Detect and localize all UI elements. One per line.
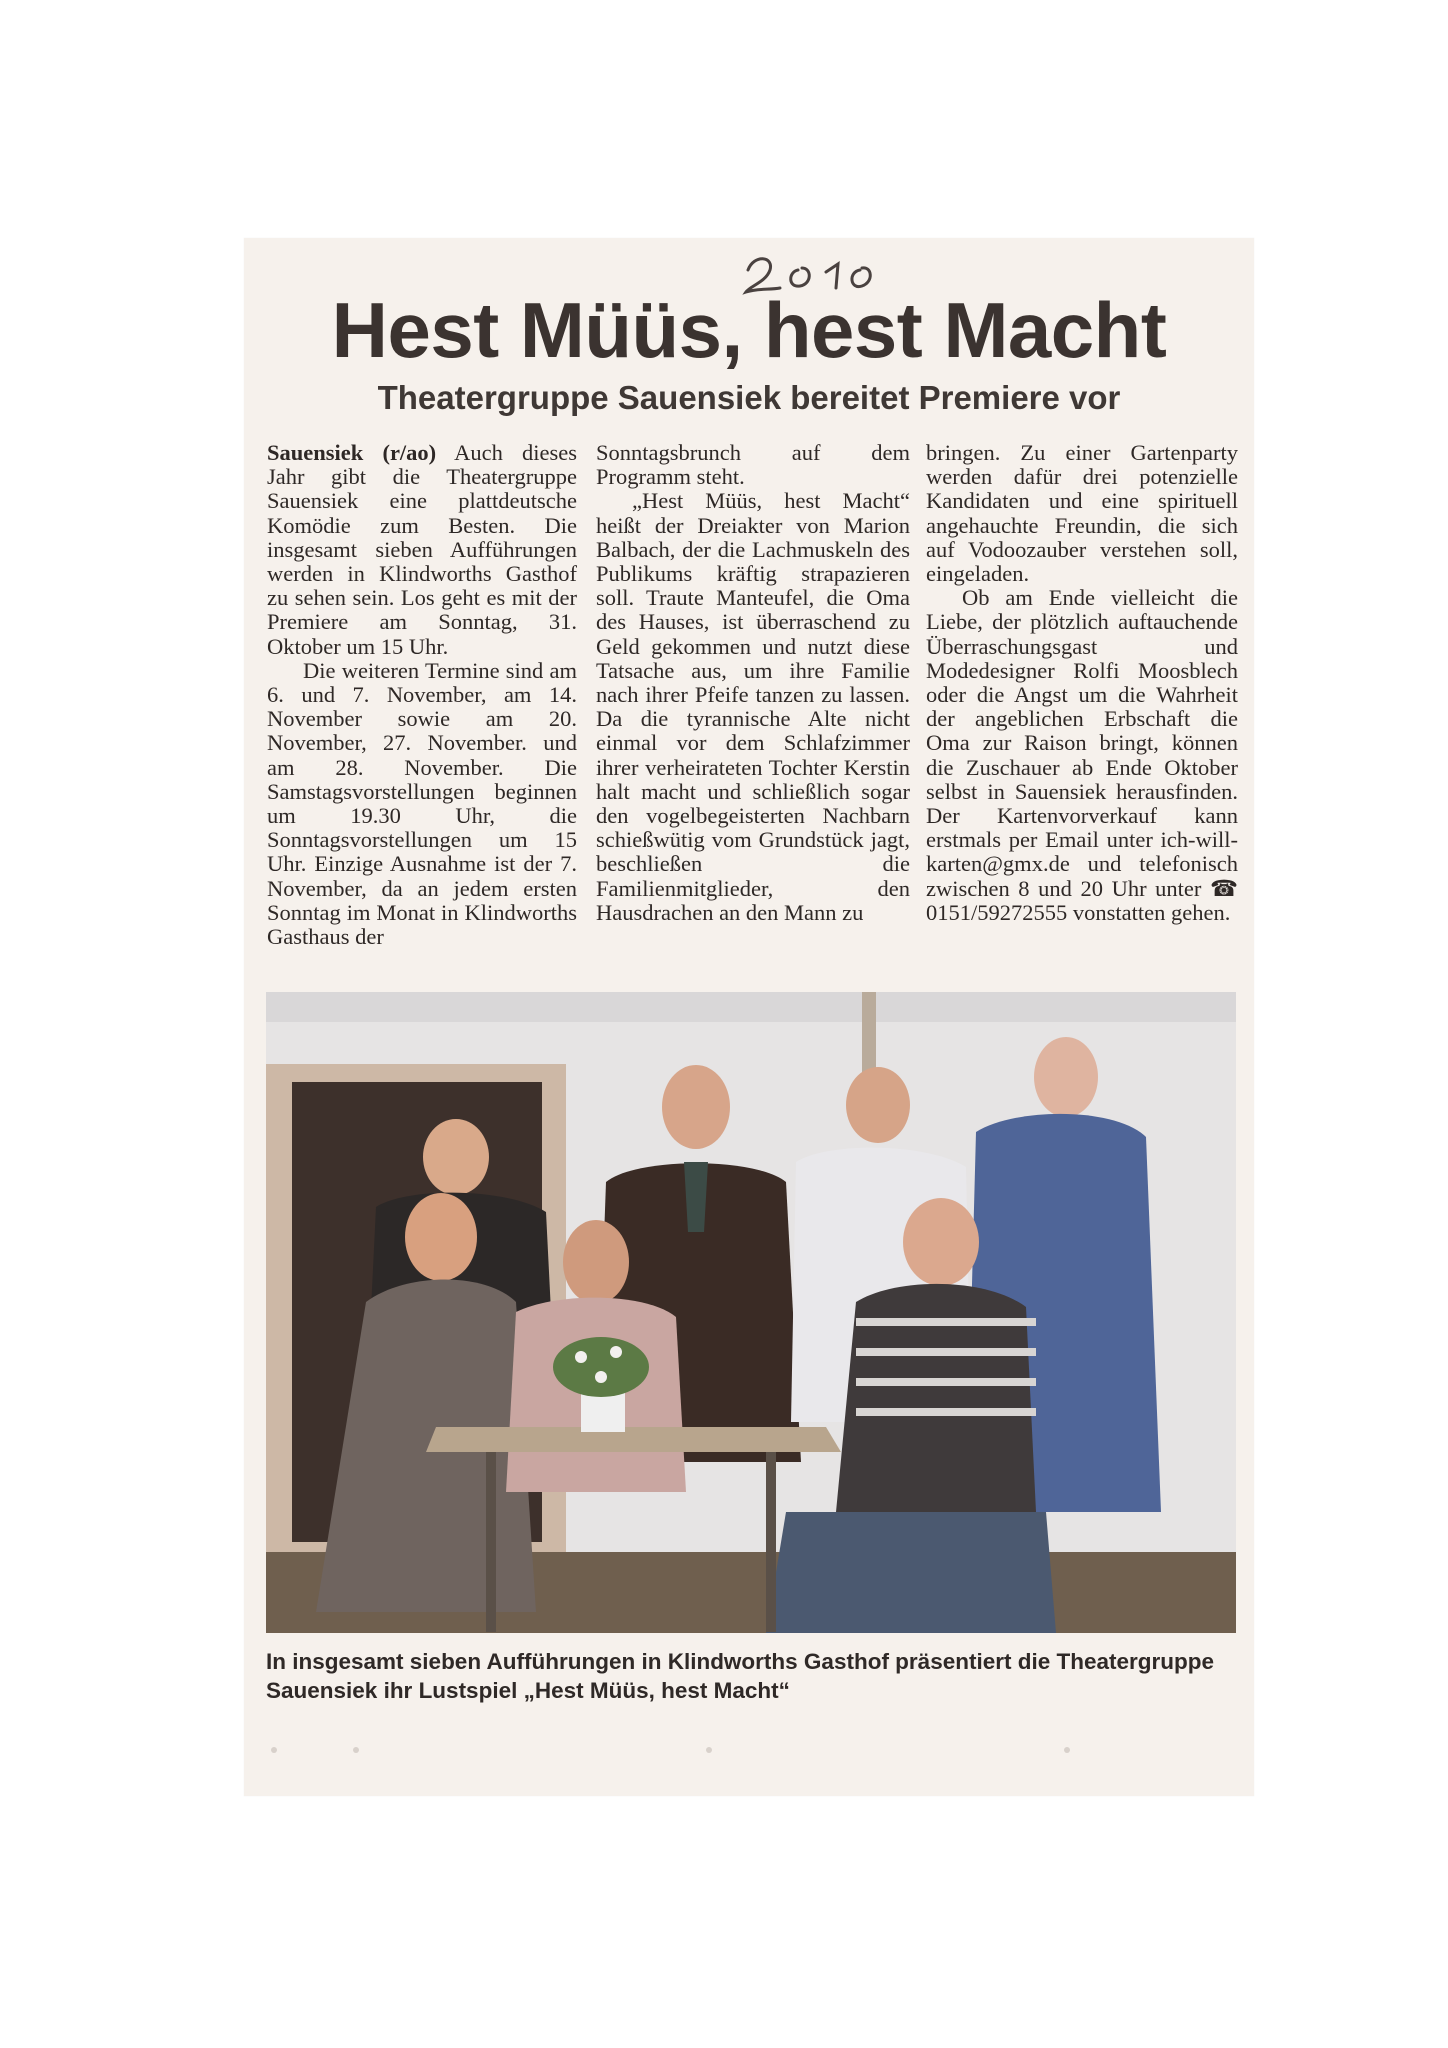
paragraph-text: Auch dieses Jahr gibt die Theatergruppe Sauensiek eine plattdeutsche Komödie zum Besten. Die insgesamt sieben Aufführungen werden in Klindworths Gasthof zu sehen sein. Los geht es mit der Premiere am Sonntag, 31. Oktober um 15 Uhr.: [267, 441, 577, 659]
article-column-2: [596, 441, 910, 981]
article-paragraph: bringen. Zu einer Gartenparty werden dafür drei potenzielle Kandidaten und eine spirituell angehauchte Freundin, die sich auf Vodoozauber verstehen soll, eingeladen.: [926, 441, 1238, 587]
article-paragraph: Sonntagsbrunch auf dem Programm steht.: [596, 441, 910, 490]
article-paragraph: Die weiteren Termine sind am 6. und 7. November, am 14. November sowie am 20. November, 27. November. und am 28. November. Die Samstagsvorstellungen beginnen um 19.30 Uhr, die Sonntagsvorstellungen um 15 Uhr. Einzige Ausnahme ist der 7. November, da an jedem ersten Sonntag im Monat in Klindworths Gasthaus der: [267, 657, 577, 950]
headline: Hest Müüs, hest Macht: [331, 286, 1167, 374]
article-paragraph: [267, 441, 577, 659]
article-column-3: [926, 441, 1238, 981]
dateline: Sauensiek (r/ao): [267, 441, 437, 465]
article-column-1: [267, 441, 577, 981]
subheadline: Theatergruppe Sauensiek bereitet Premiere vor: [377, 379, 1121, 416]
paper-punch-marks: [244, 1735, 1254, 1765]
photo-caption: In insgesamt sieben Aufführungen in Klindworths Gasthof präsentiert die Theatergruppe Sauensiek ihr Lustspiel „Hest Müüs, hest Macht“: [266, 1649, 1215, 1703]
article-paragraph: Ob am Ende vielleicht die Liebe, der plötzlich auftauchende Überraschungsgast und Modedesigner Rolfi Moosblech oder die Angst um die Wahrheit der angeblichen Erbschaft die Oma zur Raison bringt, können die Zuschauer ab Ende Oktober selbst in Sauensiek herausfinden. Der Kartenvorverkauf kann erstmals per Email unter ich-will-karten@gmx.de und telefonisch zwischen 8 und 20 Uhr unter ☎ 0151/59272555 vonstatten gehen.: [926, 585, 1238, 925]
group-photo: [266, 992, 1236, 1633]
article-paragraph: „Hest Müüs, hest Macht“ heißt der Dreiakter von Marion Balbach, der die Lachmuskeln des Publikums kräftig strapazieren soll. Traute Manteufel, die Oma des Hauses, ist überraschend zu Geld gekommen und nutzt diese Tatsache aus, um ihre Familie nach ihrer Pfeife tanzen zu lassen. Da die tyrannische Alte nicht einmal vor dem Schlafzimmer ihrer verheirateten Tochter Kerstin halt macht und schließlich sogar den vogelbegeisterten Nachbarn schießwütig vom Grundstück jagt, beschließen die Familienmitglieder, den Hausdrachen an den Mann zu: [596, 488, 910, 925]
